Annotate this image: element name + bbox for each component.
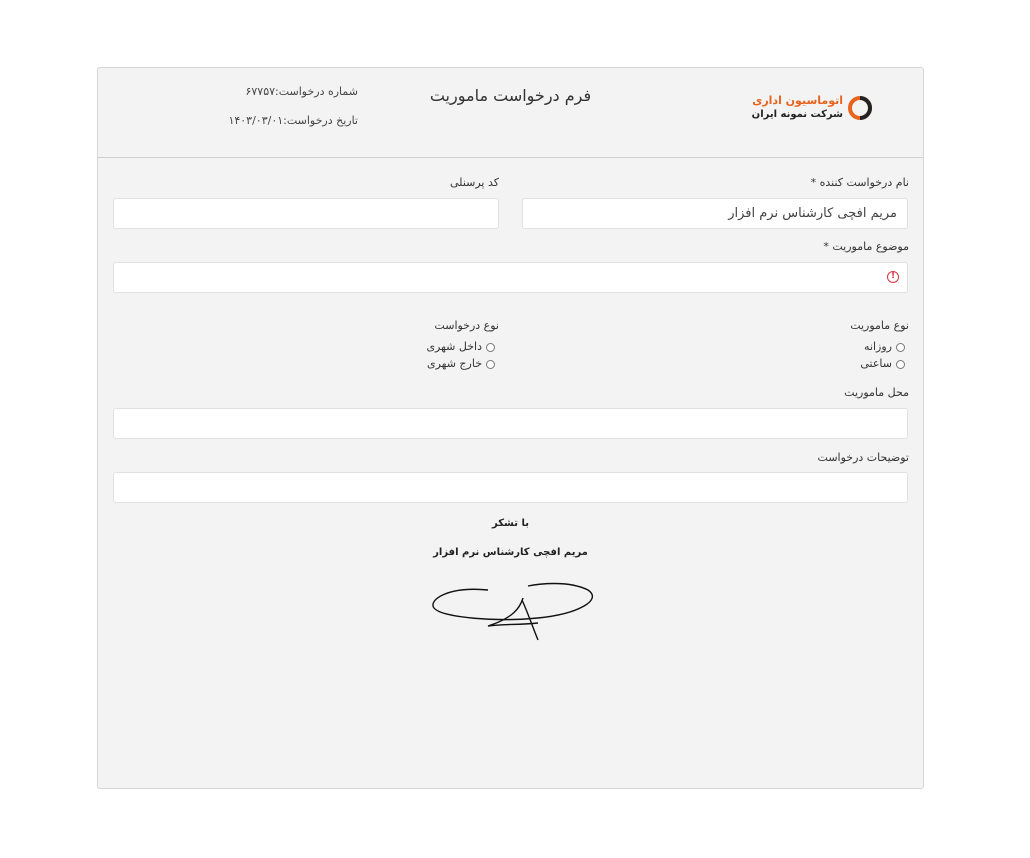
mission-type-label: نوع ماموریت [850, 319, 909, 332]
description-input[interactable] [113, 472, 908, 503]
radio-daily[interactable]: روزانه [864, 340, 905, 356]
form-header [98, 68, 923, 158]
thanks-text: با تشکر [492, 518, 529, 529]
logo-title: اتوماسیون اداری [752, 94, 843, 107]
mission-location-input[interactable] [113, 408, 908, 439]
mission-subject-input[interactable] [113, 262, 908, 293]
signer-name: مریم افچی کارشناس نرم افزار [433, 547, 588, 558]
requester-name-input[interactable]: مریم افچی کارشناس نرم افزار [522, 198, 908, 229]
radio-intra-city[interactable]: داخل شهری [426, 340, 495, 356]
logo-subtitle: شرکت نمونه ایران [751, 109, 843, 120]
mission-request-form [97, 67, 924, 789]
radio-circle-icon[interactable] [486, 360, 495, 369]
radio-circle-icon[interactable] [486, 343, 495, 352]
radio-circle-icon[interactable] [896, 343, 905, 352]
requester-name-label: نام درخواست کننده * [810, 176, 909, 189]
radio-inter-city[interactable]: خارج شهری [427, 357, 495, 373]
request-date: تاریخ درخواست:۱۴۰۳/۰۳/۰۱ [228, 114, 358, 127]
page-title: فرم درخواست ماموریت [429, 86, 592, 105]
signature [428, 578, 598, 648]
mission-subject-label: موضوع ماموریت * [823, 240, 909, 253]
error-icon: ! [887, 271, 899, 283]
radio-hourly[interactable]: ساعتی [860, 357, 905, 373]
request-type-label: نوع درخواست [434, 319, 499, 332]
radio-circle-icon[interactable] [896, 360, 905, 369]
description-label: توضیحات درخواست [817, 451, 909, 464]
mission-location-label: محل ماموریت [844, 386, 909, 399]
personnel-code-input[interactable] [113, 198, 499, 229]
request-number: شماره درخواست:۶۷۷۵۷ [245, 85, 358, 98]
personnel-code-label: کد پرسنلی [450, 176, 499, 189]
